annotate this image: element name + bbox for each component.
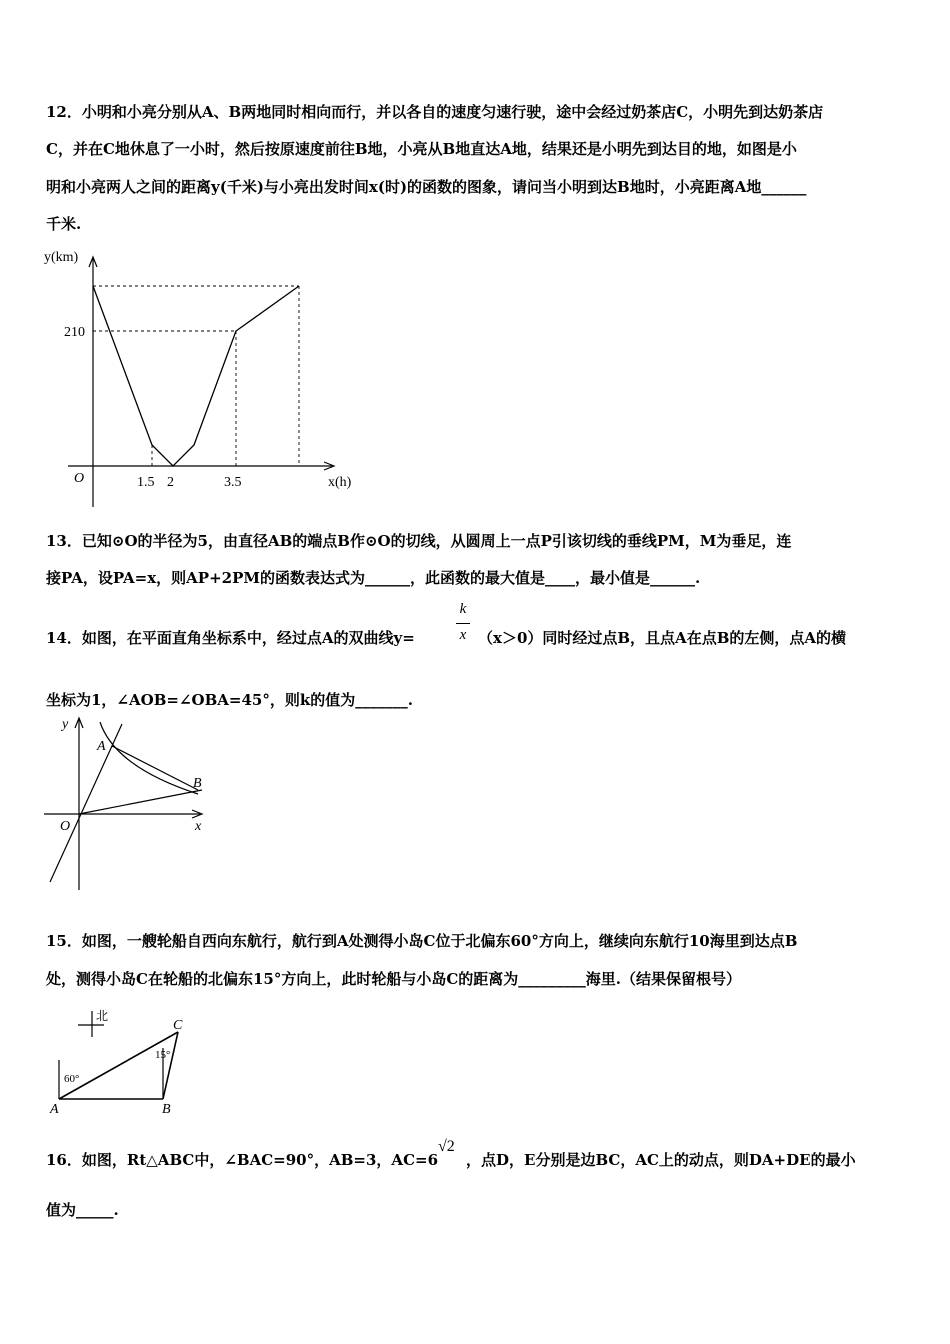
q15-segment-ac <box>59 1032 178 1099</box>
q15-ship-figure <box>40 1005 200 1120</box>
q14-o-label: O <box>60 819 71 834</box>
q15-north-label: 北 <box>96 1009 109 1023</box>
q14-line-1a: 14．如图，在平面直角坐标系中，经过点A的双曲线y= <box>46 629 415 647</box>
q12-x-axis-label: x(h) <box>328 475 352 490</box>
q14-a-label: A <box>97 739 106 754</box>
q16-line-1b: ，点D，E分别是边BC，AC上的动点，则DA+DE的最小 <box>466 1151 856 1169</box>
q14-x-label: x <box>195 819 202 834</box>
q16-sqrt-two: √2 <box>438 1138 455 1155</box>
q14-line-ob <box>79 790 202 814</box>
q15-line-2: 处，测得小岛C在轮船的北偏东15°方向上，此时轮船与小岛C的距离为_________海里.（结果保留根号） <box>46 970 741 988</box>
q13-line-2: 接PA，设PA=x，则AP+2PM的函数表达式为______，此函数的最大值是____，最小值是______. <box>46 569 701 587</box>
q15-angle-60: 60° <box>64 1073 80 1085</box>
q15-line-1: 15．如图，一艘轮船自西向东航行，航行到A处测得小岛C位于北偏东60°方向上，继续向东航行10海里到达点B <box>46 932 798 950</box>
q15-c-label: C <box>173 1018 183 1033</box>
q15-segment-bc <box>163 1032 178 1099</box>
q12-origin-label: O <box>74 471 85 486</box>
q15-b-label: B <box>162 1102 171 1117</box>
q12-x-tick-2: 2 <box>167 475 174 490</box>
q16-line-1a: 16．如图，Rt△ABC中，∠BAC=90°，AB=3，AC=6 <box>46 1151 439 1169</box>
q14-fraction-denominator: x <box>459 627 467 643</box>
q14-y-label: y <box>62 717 69 732</box>
q12-y-tick-210: 210 <box>64 325 85 340</box>
q15-angle-15: 15° <box>155 1049 171 1061</box>
q14-line-oa <box>50 724 122 882</box>
q14-hyperbola-figure <box>40 712 220 897</box>
q14-hyperbola-curve <box>100 722 198 794</box>
q14-line-ab <box>112 746 198 790</box>
q13-line-1: 13．已知⊙O的半径为5，由直径AB的端点B作⊙O的切线，从圆周上一点P引该切线的垂线PM，M为垂足，连 <box>46 532 792 550</box>
q12-distance-time-graph <box>40 245 370 515</box>
q14-b-label: B <box>193 776 202 791</box>
q16-line-2: 值为_____. <box>46 1201 119 1219</box>
q12-x-tick-1-5: 1.5 <box>137 475 155 490</box>
q14-line-1b: （x＞0）同时经过点B，且点A在点B的左侧，点A的横 <box>478 629 847 647</box>
q12-line-4: 千米. <box>46 215 82 233</box>
q14-line-2: 坐标为1，∠AOB=∠OBA=45°，则k的值为_______. <box>46 691 413 709</box>
q12-line-2: C，并在C地休息了一小时，然后按原速度前往B地，小亮从B地直达A地，结果还是小明先到达目的地，如图是小 <box>46 140 797 158</box>
q12-line-1: 12．小明和小亮分别从A、B两地同时相向而行，并以各自的速度匀速行驶，途中会经过奶茶店C，小明先到达奶茶店 <box>46 103 824 121</box>
q14-fraction-numerator: k <box>459 601 467 617</box>
q15-a-label: A <box>50 1102 59 1117</box>
q12-graph-line <box>93 286 299 466</box>
q14-fraction-bar <box>456 623 470 624</box>
q12-x-tick-3-5: 3.5 <box>224 475 242 490</box>
q12-line-3: 明和小亮两人之间的距离y(千米)与小亮出发时间x(时)的函数的图象，请问当小明到达B地时，小亮距离A地______ <box>46 178 807 196</box>
q12-y-axis-label: y(km) <box>44 250 79 265</box>
